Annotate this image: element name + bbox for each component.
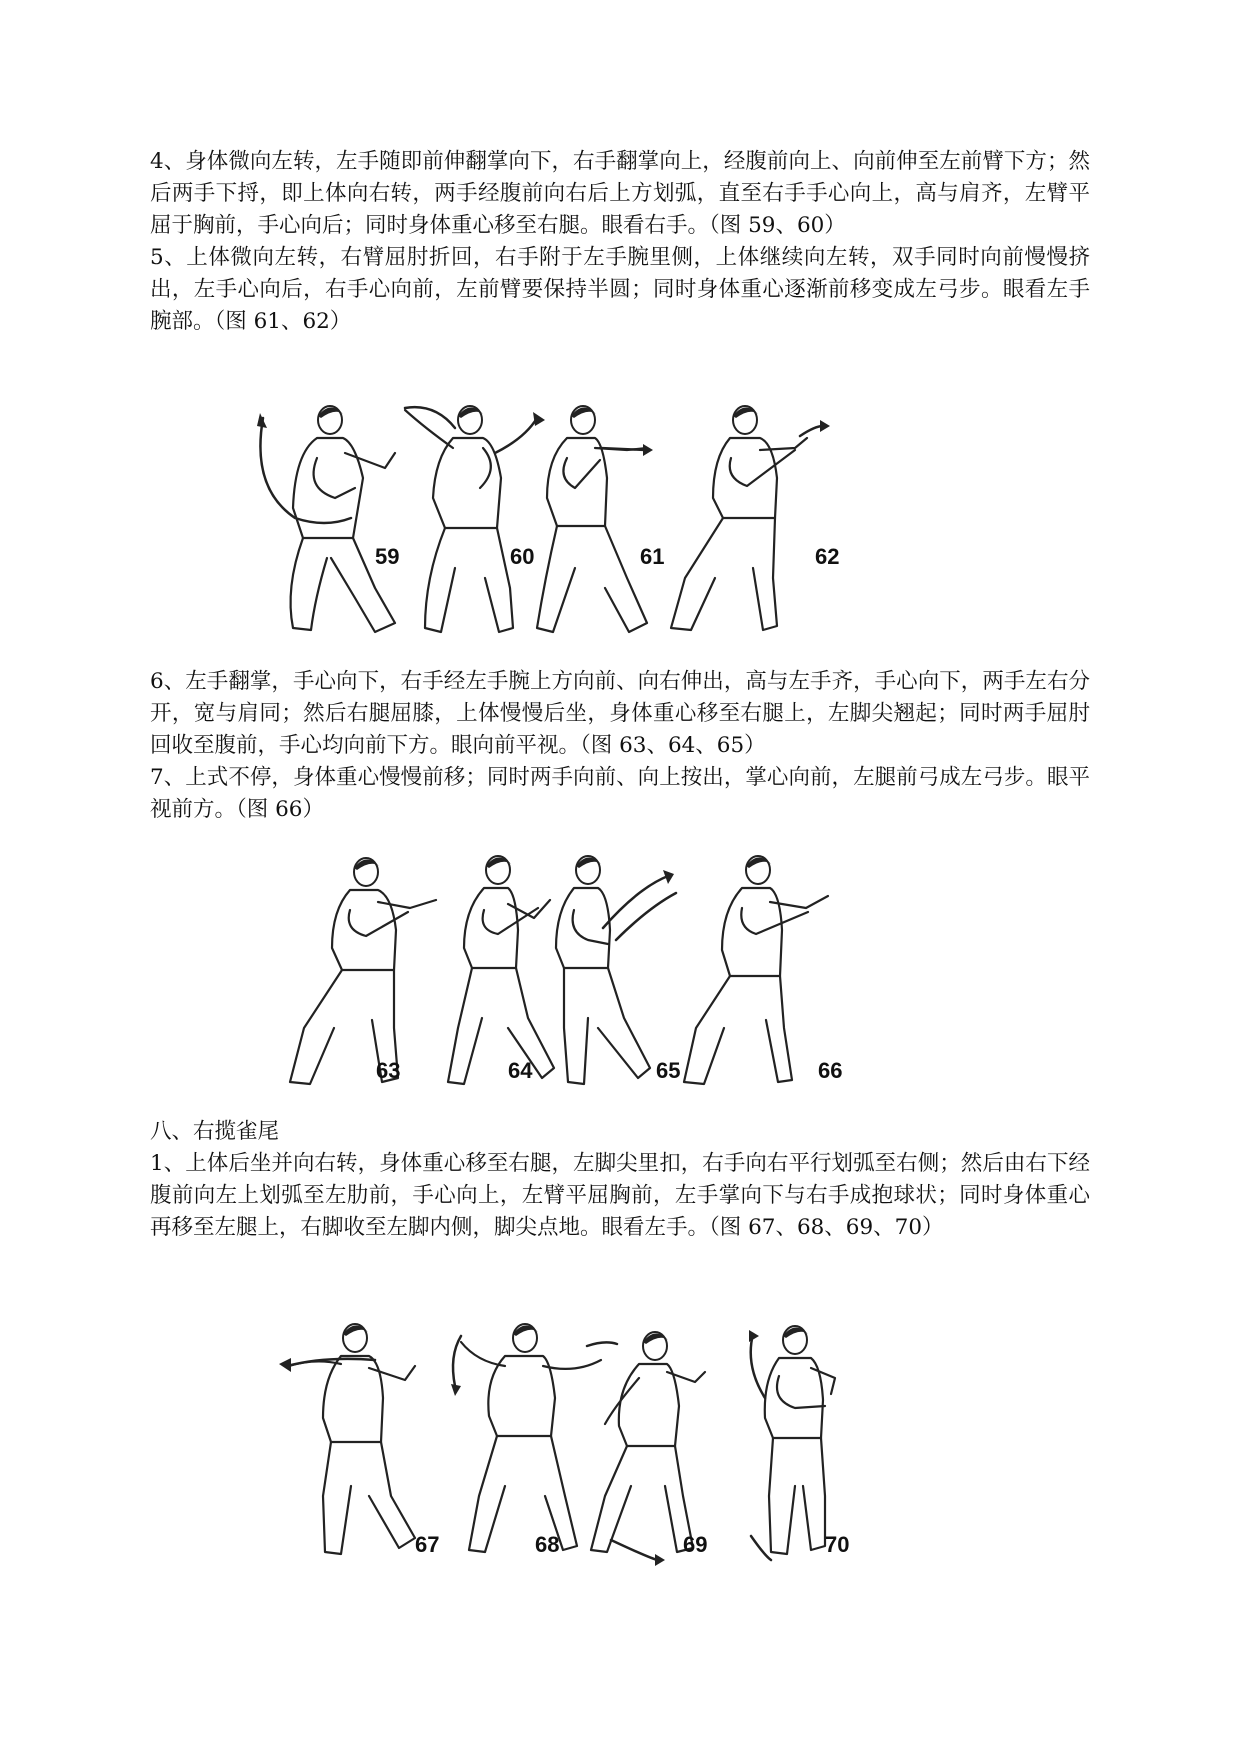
paragraph-step-4: 4、身体微向左转，左手随即前伸翻掌向下，右手翻掌向上，经腹前向上、向前伸至左前臂下方；然后两手下捋，即上体向右转，两手经腹前向右后上方划弧，直至右手手心向上，高与肩齐，左臂平屈于胸前，手心向后；同时身体重心移至右腿。眼看右手。（图 59、60）	[150, 149, 1090, 238]
taichi-figure-70	[749, 1326, 849, 1560]
taichi-figure-64	[448, 856, 554, 1084]
text-block-middle	[150, 666, 1090, 826]
figure-label-60: 60	[510, 544, 535, 569]
paragraph-step-7: 7、上式不停，身体重心慢慢前移；同时两手向前、向上按出，掌心向前，左腿前弓成左弓步。眼平视前方。（图 66）	[150, 765, 1090, 822]
figure-label-65: 65	[656, 1058, 681, 1083]
figure-label-69: 69	[683, 1532, 708, 1557]
taichi-figure-59	[257, 406, 399, 632]
paragraph-section8-step-1: 1、上体后坐并向右转，身体重心移至右腿，左脚尖里扣，右手向右平行划弧至右侧；然后由右下经腹前向左上划弧至左肋前，手心向上，左臂平屈胸前，左手掌向下与右手成抱球状；同时身体重心再移至左腿上，右脚收至左脚内侧，脚尖点地。眼看左手。（图 67、68、69、70）	[150, 1151, 1090, 1240]
taichi-figure-61	[537, 406, 664, 632]
taichi-figure-62	[671, 406, 839, 630]
figure-67-70	[265, 1316, 965, 1568]
figure-label-62: 62	[815, 544, 840, 569]
paragraph-step-5: 5、上体微向左转，右臂屈肘折回，右手附于左手腕里侧，上体继续向左转，双手同时向前慢慢挤出，左手心向后，右手心向前，左前臂要保持半圆；同时身体重心逐渐前移变成左弓步。眼看左手腕部。（图 61、62）	[150, 245, 1090, 334]
taichi-figure-69	[591, 1332, 707, 1566]
figure-label-61: 61	[640, 544, 665, 569]
taichi-figure-68	[451, 1324, 617, 1557]
figure-59-62	[255, 398, 955, 646]
text-block-top	[150, 146, 1090, 338]
figure-label-67: 67	[415, 1532, 440, 1557]
taichi-figure-66	[684, 856, 842, 1084]
taichi-figure-65	[556, 856, 680, 1084]
figure-63-66	[258, 848, 958, 1098]
paragraph-step-6: 6、左手翻掌，手心向下，右手经左手腕上方向前、向右伸出，高与左手齐，手心向下，两手左右分开，宽与肩同；然后右腿屈膝，上体慢慢后坐，身体重心移至右腿上，左脚尖翘起；同时两手屈肘回收至腹前，手心均向前下方。眼向前平视。（图 63、64、65）	[150, 669, 1090, 758]
figure-label-66: 66	[818, 1058, 843, 1083]
figure-label-68: 68	[535, 1532, 560, 1557]
taichi-figure-67	[279, 1324, 439, 1557]
taichi-figure-63	[290, 858, 436, 1084]
figure-label-64: 64	[508, 1058, 533, 1083]
text-block-bottom	[150, 1116, 1090, 1244]
figure-label-59: 59	[375, 544, 400, 569]
figure-label-63: 63	[376, 1058, 401, 1083]
section-title: 八、右揽雀尾	[150, 1119, 280, 1144]
figure-label-70: 70	[825, 1532, 850, 1557]
taichi-figure-60	[405, 406, 545, 632]
